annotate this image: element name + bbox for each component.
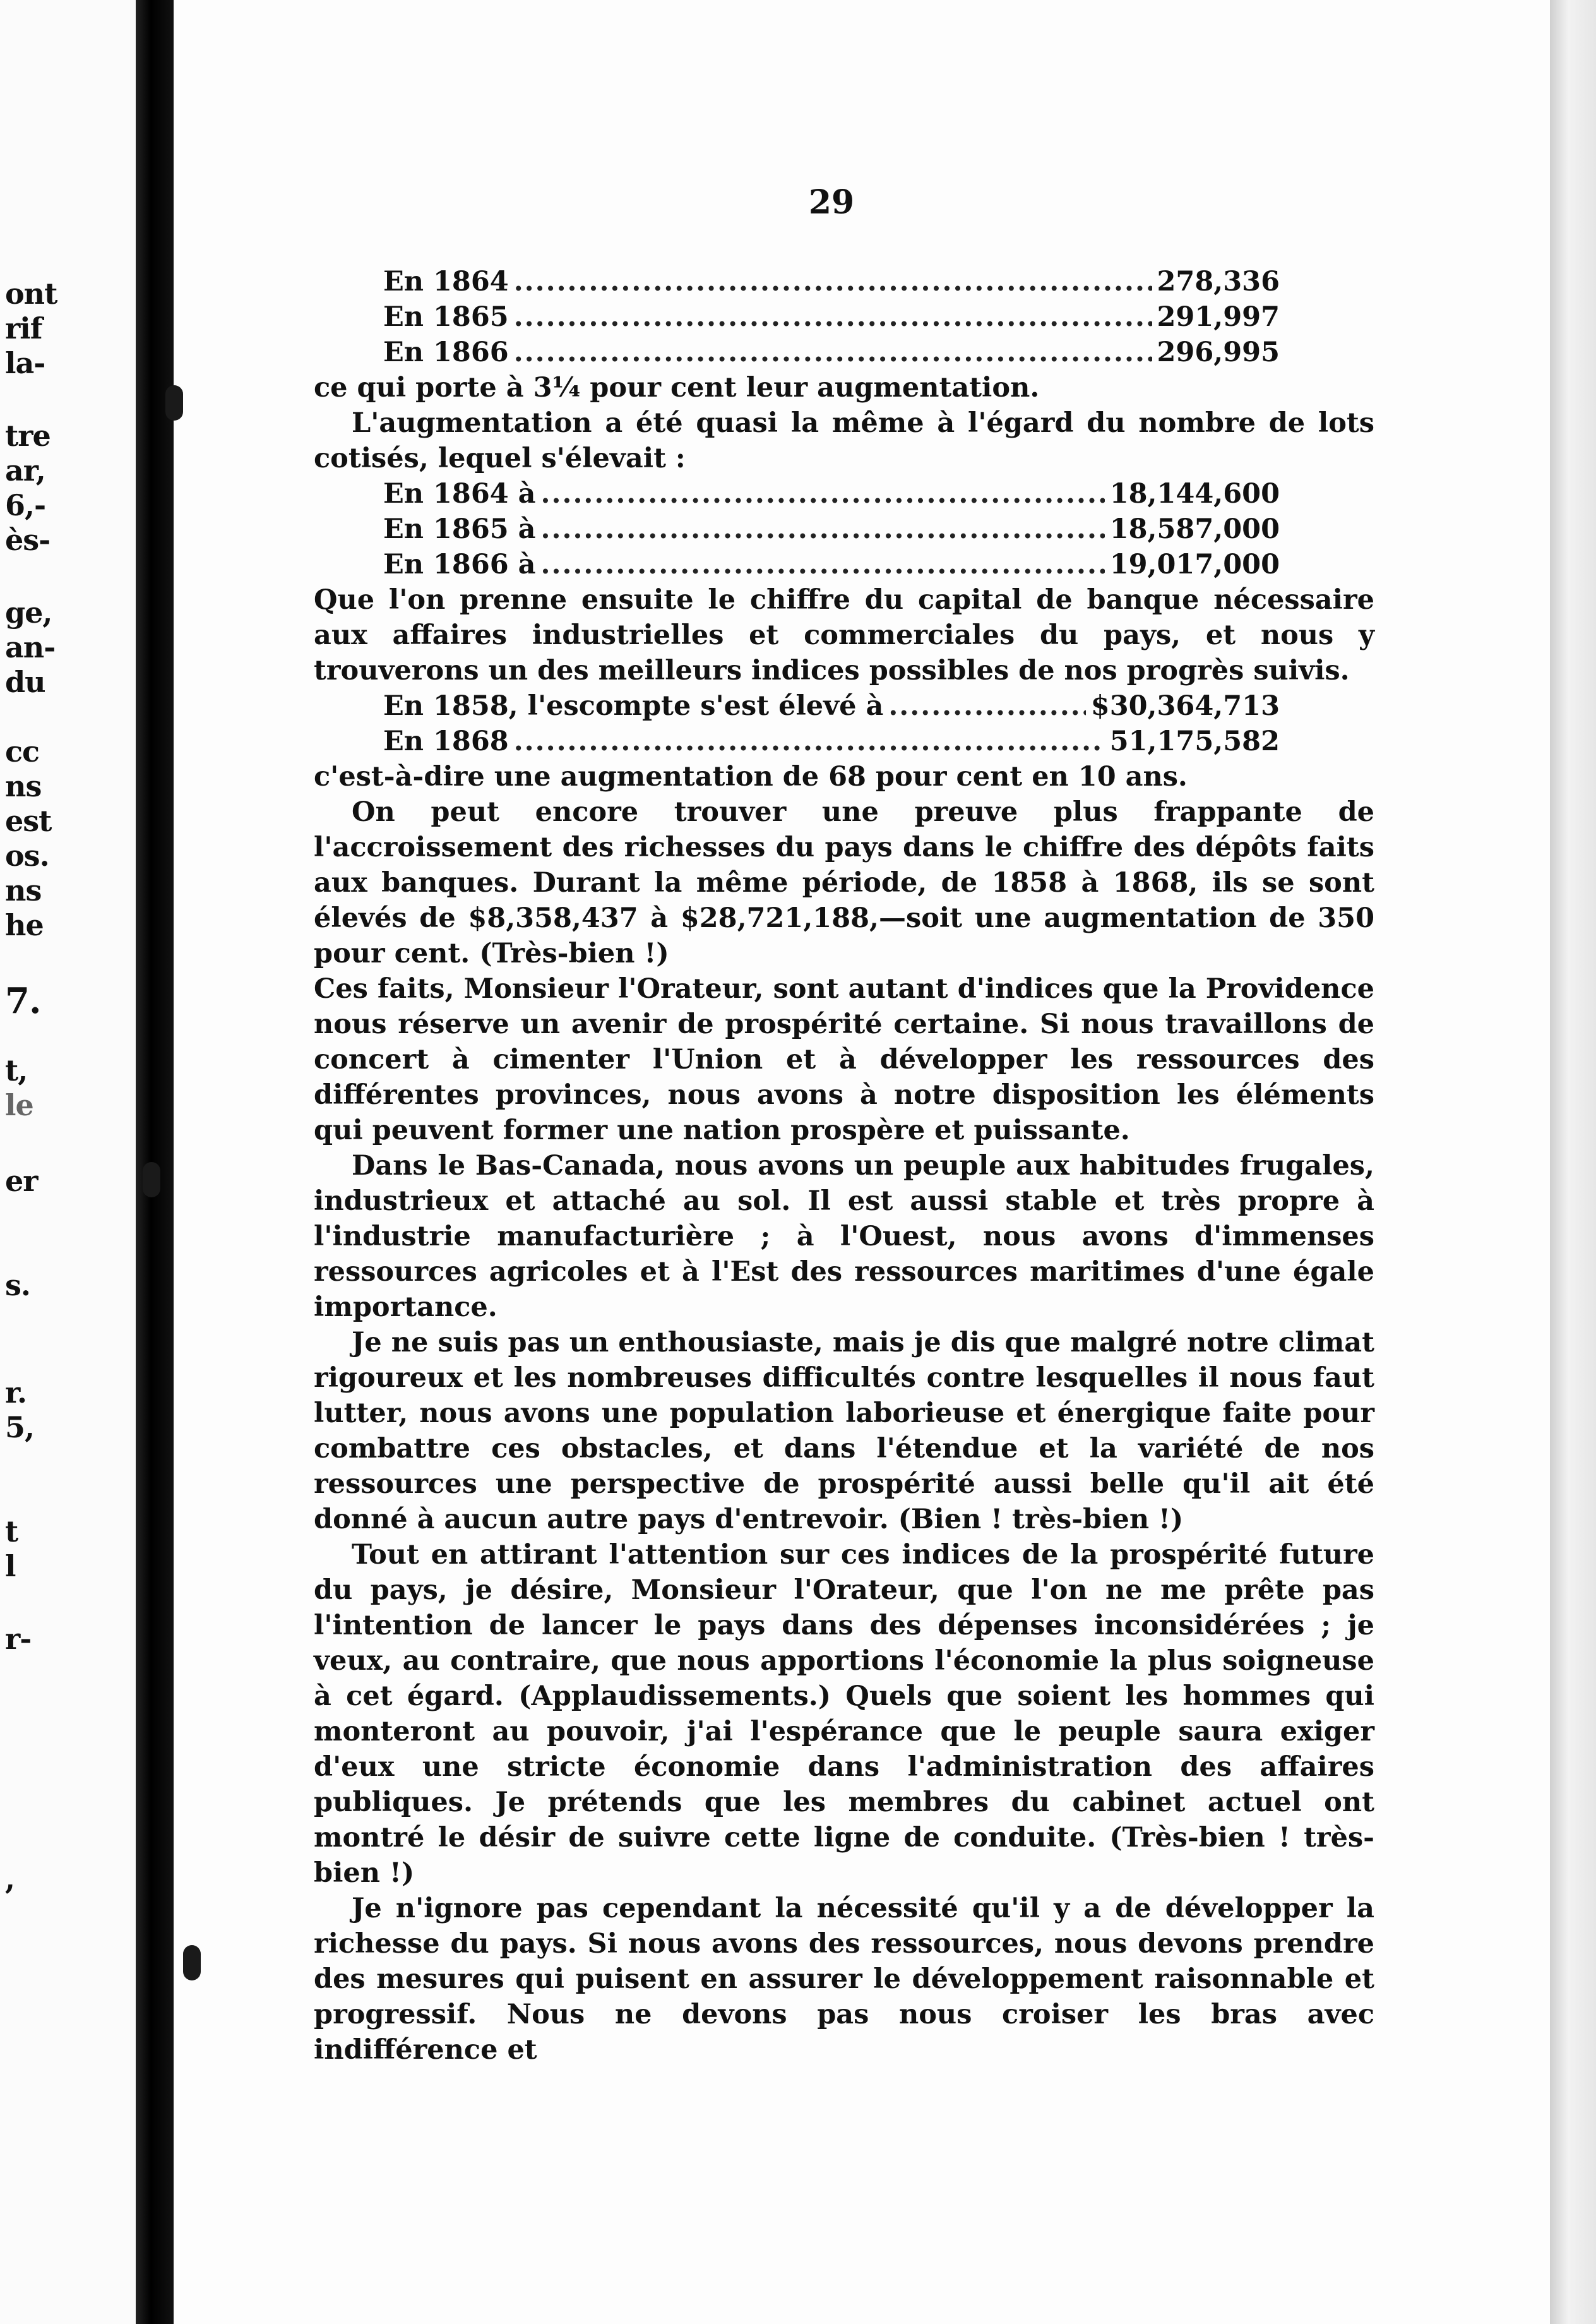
leader-dots [514, 299, 1152, 335]
stat-row [314, 299, 1280, 335]
stat-row [314, 264, 1280, 299]
margin-fragment: cc [5, 734, 40, 769]
margin-fragment: os. [5, 839, 49, 873]
stat-value: 19,017,000 [1109, 549, 1280, 580]
margin-fragment: la- [5, 346, 45, 380]
margin-fragment: r. [5, 1375, 27, 1410]
stat-label: En 1864 à [383, 478, 536, 510]
margin-fragment: est [5, 804, 52, 838]
paragraph: Dans le Bas-Canada, nous avons un peuple aux habitudes frugales, industrieux et attaché au sol. Il est aussi stable et très propre à l'industrie manufacturière ; à l'Ouest, nous avons d'immenses ressources agricoles et à l'Est des ressources maritimes d'une égale importance. [314, 1150, 1374, 1323]
leader-dots [541, 512, 1105, 547]
margin-fragment: le [5, 1088, 33, 1122]
margin-fragment: rif [5, 311, 42, 345]
margin-fragment: ont [5, 277, 57, 311]
leader-dots [514, 264, 1152, 299]
margin-fragment: ar, [5, 453, 45, 488]
stat-row [314, 335, 1280, 370]
margin-fragment: , [5, 1862, 15, 1896]
margin-fragment: t, [5, 1053, 28, 1087]
binding-hole [165, 385, 183, 421]
paragraph: c'est-à-dire une augmentation de 68 pour cent en 10 ans. [314, 761, 1188, 793]
binding-hole [143, 1162, 160, 1197]
margin-fragment: tre [5, 419, 51, 453]
stat-label: En 1858, l'escompte s'est élevé à [383, 690, 884, 722]
stat-value: 18,144,600 [1109, 478, 1280, 510]
leader-dots [514, 335, 1152, 370]
stat-label: En 1868 [383, 726, 509, 757]
leader-dots [541, 547, 1105, 582]
paragraph: L'augmentation a été quasi la même à l'égard du nombre de lots cotisés, lequel s'élevait : [314, 407, 1374, 474]
leader-dots [541, 476, 1105, 512]
margin-fragment: 7. [5, 980, 41, 1022]
margin-fragment: 5, [5, 1410, 35, 1444]
stat-label: En 1864 [383, 266, 509, 297]
margin-fragment: ès- [5, 523, 51, 557]
paragraph: On peut encore trouver une preuve plus frappante de l'accroissement des richesses du pays dans le chiffre des dépôts faits aux banques. Durant la même période, de 1858 à 1868, ils se sont élevés de $8,358,437 à $28,721,188,—soit une augmentation de 350 pour cent. (Très-bien !) [314, 796, 1374, 969]
margin-fragment: t [5, 1514, 18, 1548]
stat-row [314, 724, 1280, 759]
leader-dots [514, 724, 1105, 759]
page-edge [1550, 0, 1596, 2324]
paragraph: Ces faits, Monsieur l'Orateur, sont autant d'indices que la Providence nous réserve un avenir de prospérité certaine. Si nous travaillons de concert à cimenter l'Union et à développer les ressources des différentes provinces, nous avons à notre disposition les éléments qui peuvent former une nation prospère et puissante. [314, 973, 1374, 1146]
paragraph: Je n'ignore pas cependant la nécessité qu'il y a de développer la richesse du pays. Si nous avons des ressources, nous devons prendre des mesures qui puisent en assurer le développement raisonnable et progressif. Nous ne devons pas nous croiser les bras avec indifférence et [314, 1893, 1374, 2066]
margin-fragment: s. [5, 1268, 30, 1302]
stat-value: 291,997 [1157, 301, 1280, 333]
stat-row [314, 512, 1280, 547]
binding-hole [183, 1945, 201, 1980]
paragraph: Que l'on prenne ensuite le chiffre du capital de banque nécessaire aux affaires industrielles et commerciales du pays, et nous y trouverons un des meilleurs indices possibles de nos progrès suivis. [314, 584, 1374, 686]
margin-fragment: ge, [5, 596, 52, 630]
stat-label: En 1865 à [383, 513, 536, 545]
stat-value: $30,364,713 [1090, 690, 1280, 722]
stat-row [314, 547, 1280, 582]
margin-fragment: du [5, 665, 45, 699]
stat-label: En 1865 [383, 301, 509, 333]
margin-fragment: l [5, 1549, 16, 1583]
leader-dots [888, 688, 1085, 724]
margin-fragment: r- [5, 1622, 32, 1656]
margin-fragment: 6,- [5, 488, 46, 522]
stat-label: En 1866 [383, 337, 509, 368]
margin-fragment: he [5, 908, 44, 942]
page-number: 29 [808, 183, 855, 222]
stat-value: 296,995 [1157, 337, 1280, 368]
margin-fragment: an- [5, 630, 56, 664]
margin-fragment: ns [5, 769, 42, 803]
stat-value: 18,587,000 [1109, 513, 1280, 545]
paragraph: Tout en attirant l'attention sur ces indices de la prospérité future du pays, je désire, Monsieur l'Orateur, que l'on ne me prête pas l'intention de lancer le pays dans des dépenses inconsidérées ; je veux, au contraire, que nous apportions l'économie la plus soigneuse à cet égard. (Applaudissements.) Quels que soient les hommes qui monteront au pouvoir, j'ai l'espérance que le peuple saura exiger d'eux une stricte économie dans l'administration des affaires publiques. Je prétends que les membres du cabinet actuel ont montré le désir de suivre cette ligne de conduite. (Très-bien ! très-bien !) [314, 1539, 1374, 1889]
stat-value: 51,175,582 [1109, 726, 1280, 757]
stat-label: En 1866 à [383, 549, 536, 580]
margin-fragment: ns [5, 873, 42, 907]
paragraph: Je ne suis pas un enthousiaste, mais je dis que malgré notre climat rigoureux et les nombreuses difficultés contre lesquelles il nous faut lutter, nous avons une population laborieuse et énergique faite pour combattre ces obstacles, et dans l'étendue et la variété de nos ressources une perspective de prospérité aussi belle qu'il ait été donné à aucun autre pays d'entrevoir. (Bien ! très-bien !) [314, 1327, 1374, 1535]
stat-row [314, 688, 1280, 724]
body-text [314, 264, 1374, 2068]
stat-value: 278,336 [1157, 266, 1280, 297]
margin-fragment: er [5, 1164, 38, 1198]
paragraph: ce qui porte à 3¼ pour cent leur augmentation. [314, 372, 1040, 404]
stat-row [314, 476, 1280, 512]
